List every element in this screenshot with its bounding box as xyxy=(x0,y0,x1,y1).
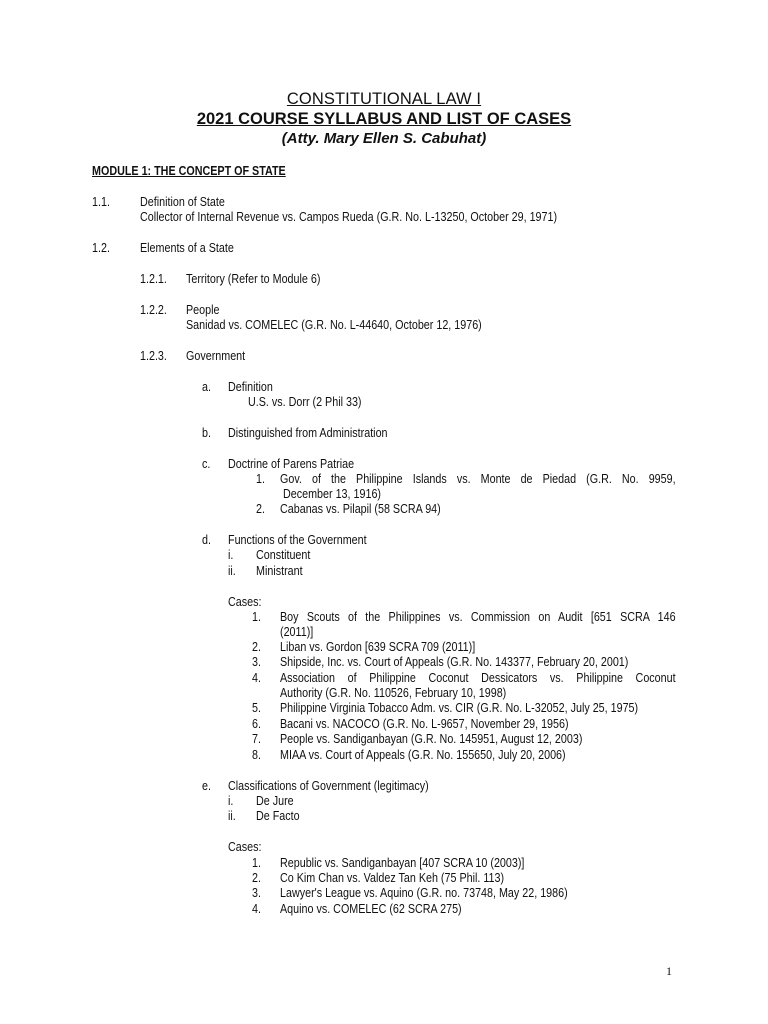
list-number: 8. xyxy=(252,748,261,762)
subsection-title: Government xyxy=(186,349,246,363)
document-title: CONSTITUTIONAL LAW I xyxy=(286,90,482,108)
case-citation-cont: December 13, 1916) xyxy=(283,487,381,501)
list-number: 7. xyxy=(252,732,261,746)
item-letter: a. xyxy=(202,380,211,394)
page-number: 1 xyxy=(666,964,672,978)
section-number: 1.2. xyxy=(92,241,110,255)
case-citation: Sanidad vs. COMELEC (G.R. No. L-44640, October 12, 1976) xyxy=(186,318,482,332)
case-citation: Cabanas vs. Pilapil (58 SCRA 94) xyxy=(280,502,441,516)
subsection-number: 1.2.2. xyxy=(140,303,167,317)
item-title: Distinguished from Administration xyxy=(228,426,388,440)
case-citation: MIAA vs. Court of Appeals (G.R. No. 155650, July 20, 2006) xyxy=(280,748,566,762)
list-number: 3. xyxy=(252,655,261,669)
case-citation: Boy Scouts of the Philippines vs. Commission on Audit [651 SCRA 146 xyxy=(280,610,676,624)
section-title: Definition of State xyxy=(140,195,225,209)
item-title: Definition xyxy=(228,380,273,394)
case-citation: Aquino vs. COMELEC (62 SCRA 275) xyxy=(280,902,462,916)
item-letter: c. xyxy=(202,457,211,471)
section-title: Elements of a State xyxy=(140,241,234,255)
roman-item: De Jure xyxy=(256,794,294,808)
roman-number: i. xyxy=(228,548,234,562)
roman-number: ii. xyxy=(228,564,236,578)
subsection-title: People xyxy=(186,303,220,317)
list-number: 1. xyxy=(252,610,261,624)
subsection-number: 1.2.1. xyxy=(140,272,167,286)
case-citation-cont: (2011)] xyxy=(280,625,314,639)
item-letter: b. xyxy=(202,426,211,440)
item-title: Functions of the Government xyxy=(228,533,367,547)
item-title: Classifications of Government (legitimacy) xyxy=(228,779,429,793)
case-citation: People vs. Sandiganbayan (G.R. No. 145951, August 12, 2003) xyxy=(280,732,583,746)
roman-item: De Facto xyxy=(256,809,300,823)
subsection-title: Territory (Refer to Module 6) xyxy=(186,272,321,286)
list-number: 4. xyxy=(252,671,261,685)
list-number: 2. xyxy=(252,871,261,885)
roman-item: Constituent xyxy=(256,548,311,562)
cases-label: Cases: xyxy=(228,840,262,854)
roman-item: Ministrant xyxy=(256,564,303,578)
item-letter: e. xyxy=(202,779,211,793)
case-citation: Liban vs. Gordon [639 SCRA 709 (2011)] xyxy=(280,640,476,654)
cases-label: Cases: xyxy=(228,595,262,609)
list-number: 1. xyxy=(252,856,261,870)
item-letter: d. xyxy=(202,533,211,547)
case-citation: Gov. of the Philippine Islands vs. Monte de Piedad (G.R. No. 9959, xyxy=(280,472,676,486)
document-author: (Atty. Mary Ellen S. Cabuhat) xyxy=(281,130,487,147)
item-title: Doctrine of Parens Patriae xyxy=(228,457,355,471)
list-number: 4. xyxy=(252,902,261,916)
case-citation: Association of Philippine Coconut Dessicators vs. Philippine Coconut xyxy=(280,671,676,685)
document-subtitle: 2021 COURSE SYLLABUS AND LIST OF CASES xyxy=(196,110,572,128)
module-title: MODULE 1: THE CONCEPT OF STATE xyxy=(92,164,286,178)
case-citation: Shipside, Inc. vs. Court of Appeals (G.R. No. 143377, February 20, 2001) xyxy=(280,655,629,669)
list-number: 2. xyxy=(252,640,261,654)
list-number: 5. xyxy=(252,701,261,715)
subsection-number: 1.2.3. xyxy=(140,349,167,363)
list-number: 6. xyxy=(252,717,261,731)
case-citation: Bacani vs. NACOCO (G.R. No. L-9657, November 29, 1956) xyxy=(280,717,569,731)
case-citation: Co Kim Chan vs. Valdez Tan Keh (75 Phil. 113) xyxy=(280,871,505,885)
case-citation: Philippine Virginia Tobacco Adm. vs. CIR (G.R. No. L-32052, July 25, 1975) xyxy=(280,701,639,715)
roman-number: i. xyxy=(228,794,234,808)
list-number: 2. xyxy=(256,502,265,516)
case-citation: Republic vs. Sandiganbayan [407 SCRA 10 (2003)] xyxy=(280,856,525,870)
list-number: 1. xyxy=(256,472,265,486)
case-citation: Collector of Internal Revenue vs. Campos Rueda (G.R. No. L-13250, October 29, 1971) xyxy=(140,210,558,224)
case-citation-cont: Authority (G.R. No. 110526, February 10, 1998) xyxy=(280,686,507,700)
list-number: 3. xyxy=(252,886,261,900)
case-citation: Lawyer's League vs. Aquino (G.R. no. 73748, May 22, 1986) xyxy=(280,886,568,900)
section-number: 1.1. xyxy=(92,195,110,209)
case-citation: U.S. vs. Dorr (2 Phil 33) xyxy=(248,395,362,409)
roman-number: ii. xyxy=(228,809,236,823)
